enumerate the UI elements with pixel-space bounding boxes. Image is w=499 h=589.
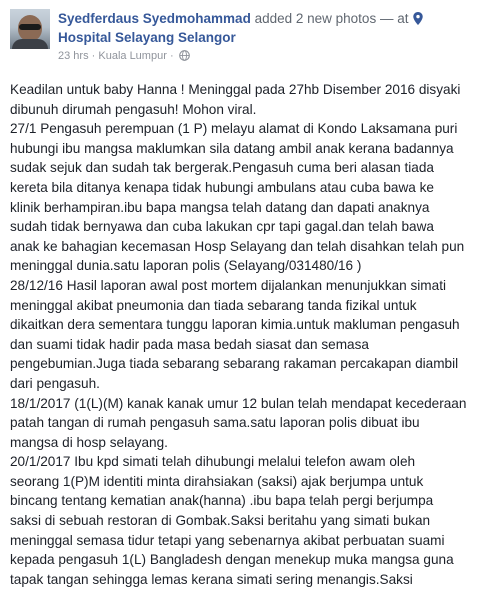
avatar-glasses xyxy=(19,24,41,30)
place-link[interactable]: Hospital Selayang Selangor xyxy=(58,30,236,45)
place-line xyxy=(58,29,236,47)
post-header xyxy=(0,0,499,68)
post-text-line: meninggal semasa tidur tetapi yang sebenarnya akibat perbuatan suami xyxy=(10,532,445,548)
post-text-line: 18/1/2017 (1(L)(M) kanak kanak umur 12 bulan telah mendapat kecederaan xyxy=(10,395,467,411)
meta-separator: · xyxy=(91,50,96,62)
post-text-line: dikaitkan dera sementara tunggu laporan kimia.untuk makluman pengasuh xyxy=(10,317,460,333)
post-text-line: anak ke bahagian kecemasan Hosp Selayang dan telah disahkan telah pun xyxy=(10,238,465,254)
post-action-text: added 2 new photos — at xyxy=(254,11,409,26)
post-body xyxy=(10,80,496,589)
post-text-line: patah tangan di rumah pengasuh sama.satu laporan polis dibuat ibu xyxy=(10,415,420,431)
post-text-line: dan suami tidak hadir pada masa bedah siasat dan semasa xyxy=(10,336,369,352)
post-text-line: kereta bila ditanya kenapa tidak hubungi ambulans atau cuba bawa ke xyxy=(10,179,434,195)
post-text-line: pengebumian.Juga tiada sebarang sebarang rakaman percakapan diambil xyxy=(10,356,459,372)
post-text-line: saksi di sebuah restoran di Gombak.Saksi beritahu yang simati bukan xyxy=(10,513,431,529)
post-text-line: dibunuh dirumah pengasuh! Mohon viral. xyxy=(10,101,257,117)
post-timestamp[interactable]: 23 hrs xyxy=(58,50,89,62)
post-text-line: sudah tidak bernyawa dan cuba lakukan cpr tapi gagal.dan telah bawa xyxy=(10,219,434,235)
post-text-line: hubungi ibu mangsa maklumkan sila datang ambil anak kerana badannya xyxy=(10,140,454,156)
post-text-line: meninggal akibat pneumonia dan tiada sebarang tanda fizikal untuk xyxy=(10,297,417,313)
post-text-line: sudak sejuk dan sudah tak bergerak.Pengasuh cuma beri alasan tiada xyxy=(10,160,434,176)
post-text-line: 28/12/16 Hasil laporan awal post mortem dijalankan menunjukkan simati xyxy=(10,277,446,293)
post-meta xyxy=(58,49,192,65)
post-text-line: 20/1/2017 Ibu kpd simati telah dihubungi melalui telefon awam oleh xyxy=(10,454,416,470)
meta-separator: · xyxy=(169,50,174,62)
post-text-line: bincang tentang kematian anak(hanna) .ibu bapa telah pergi berjumpa xyxy=(10,493,434,509)
post-text-line: kepada pengasuh 1(L) Bangladesh dengan menekup muka mangsa guna xyxy=(10,552,454,568)
post-location: Kuala Lumpur xyxy=(98,50,167,62)
avatar[interactable] xyxy=(10,9,50,49)
post-text-line: meninggal dunia.satu laporan polis (Selayang/031480/16 ) xyxy=(10,258,362,274)
map-pin-icon xyxy=(413,12,423,30)
author-name-link[interactable]: Syedferdaus Syedmohammad xyxy=(58,11,251,26)
post-title-line xyxy=(58,10,493,30)
avatar-shoulders xyxy=(12,39,48,49)
post-text-line: dari pengasuh. xyxy=(10,375,100,391)
post-text-line: klinik berhampiran.ibu bapa mangsa telah datang dan dapati anaknya xyxy=(10,199,430,215)
globe-icon[interactable] xyxy=(179,50,190,65)
post-text-line: mangsa di hosp selayang. xyxy=(10,434,168,450)
post-text-line: Keadilan untuk baby Hanna ! Meninggal pada 27hb Disember 2016 disyaki xyxy=(10,82,461,97)
post-text-line: tapak tangan sehingga lemas kerana simati sering menangis.Saksi xyxy=(10,571,413,587)
post-text-line: 27/1 Pengasuh perempuan (1 P) melayu alamat di Kondo Laksamana puri xyxy=(10,121,458,137)
post-text-line: seorang 1(P)M identiti minta dirahsiakan (saksi) ajak berjumpa untuk xyxy=(10,473,424,489)
